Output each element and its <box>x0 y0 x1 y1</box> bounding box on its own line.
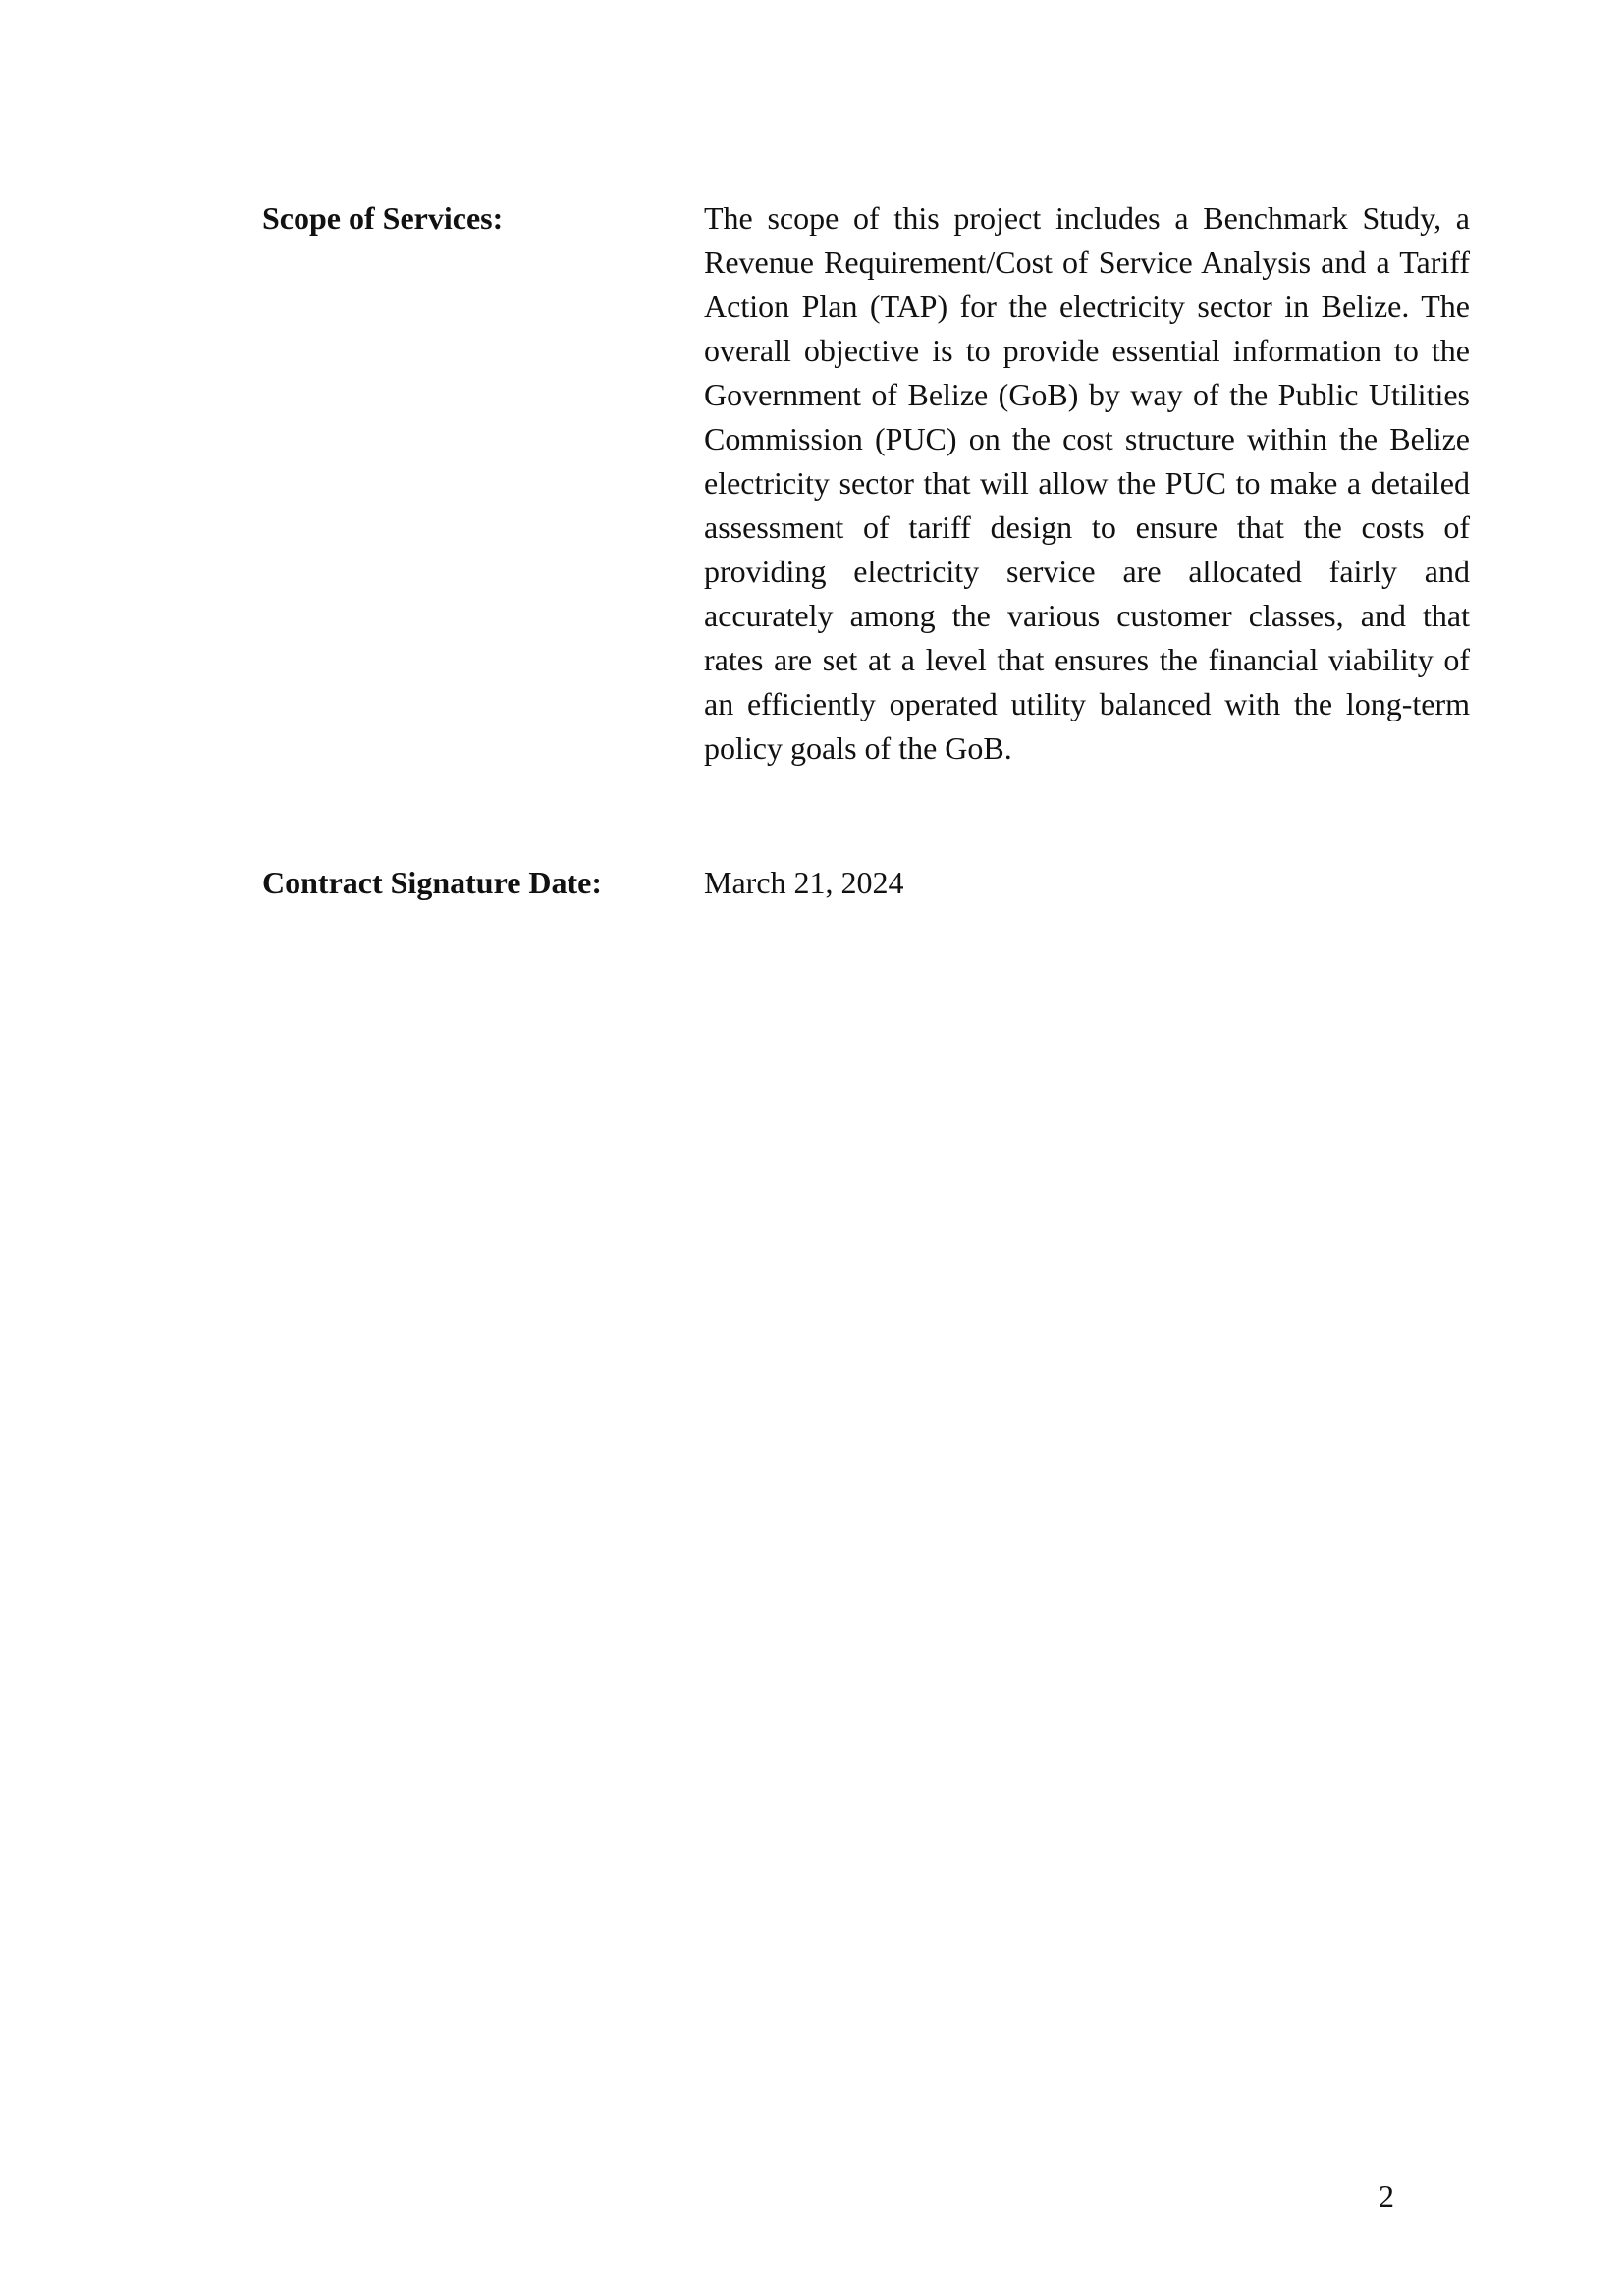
contract-signature-date-value: March 21, 2024 <box>704 865 904 900</box>
scope-of-services-text: The scope of this project includes a Benchmark Study, a Revenue Requirement/Cost of Service Analysis and a Tariff Action Plan (TAP) for the electricity sector in Belize. The overall objective is to provide essential information to the Government of Belize (GoB) by way of the Public Utilities Commission (PUC) on the cost structure within the Belize electricity sector that will allow the PUC to make a detailed assessment of tariff design to ensure that the costs of providing electricity service are allocated fairly and accurately among the various customer classes, and that rates are set at a level that ensures the financial viability of an efficiently operated utility balanced with the long-term policy goals of the GoB. <box>704 200 1470 766</box>
page-number: 2 <box>1379 2178 1394 2214</box>
scope-of-services-label: Scope of Services: <box>262 200 504 236</box>
contract-signature-date-label: Contract Signature Date: <box>262 865 603 900</box>
